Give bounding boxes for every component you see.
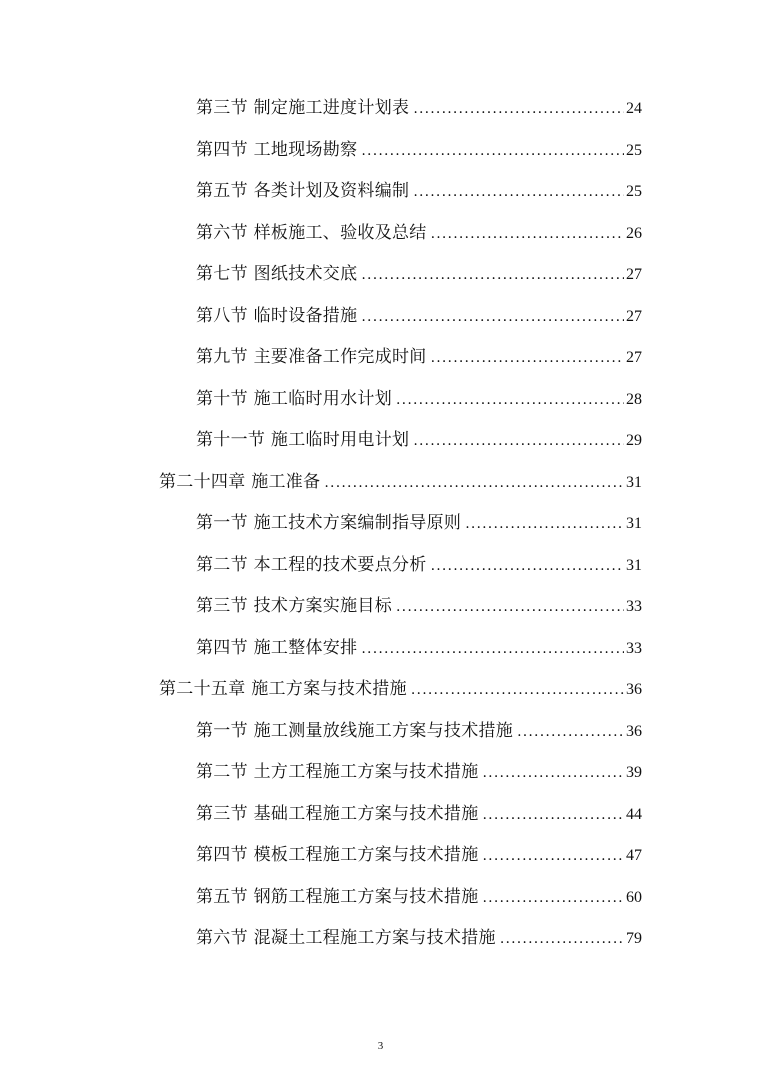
dot-leader (324, 462, 624, 504)
toc-chapter-entry[interactable] (159, 669, 642, 710)
dot-leader (396, 379, 624, 421)
toc-entry[interactable] (196, 752, 642, 793)
toc-entry-title: 第七节 图纸技术交底 (196, 264, 358, 284)
dot-leader (361, 254, 624, 296)
toc-entry-page: 29 (626, 432, 642, 449)
toc-entry-title: 第十节 施工临时用水计划 (196, 388, 393, 409)
toc-entry-page: 60 (626, 888, 642, 906)
toc-entry-title: 第二节 土方工程施工方案与技术措施 (196, 762, 479, 782)
page-number: 3 (377, 1040, 384, 1052)
toc-entry[interactable] (196, 88, 642, 129)
toc-entry-page: 47 (626, 847, 642, 864)
toc-entry-page: 26 (626, 224, 642, 242)
toc-entry[interactable] (196, 379, 642, 420)
dot-leader (413, 88, 624, 130)
toc-entry-page: 24 (626, 100, 642, 117)
toc-entry-page: 31 (626, 473, 642, 491)
toc-entry[interactable] (196, 835, 642, 876)
dot-leader (483, 794, 624, 836)
toc-entry-title: 第六节 混凝土工程施工方案与技术措施 (196, 928, 496, 948)
toc-entry[interactable] (196, 130, 642, 171)
toc-entry[interactable] (196, 296, 642, 337)
toc-entry-page: 25 (626, 183, 642, 200)
dot-leader (483, 835, 624, 877)
toc-entry-page: 39 (626, 764, 642, 781)
toc-entry[interactable] (196, 420, 642, 461)
toc-entry-title: 第四节 模板工程施工方案与技术措施 (196, 845, 479, 865)
dot-leader (465, 503, 624, 545)
toc-entry-page: 28 (626, 390, 642, 408)
toc-entry-title: 第二十四章 施工准备 (159, 471, 321, 492)
toc-entry[interactable] (196, 213, 642, 254)
toc-entry[interactable] (196, 794, 642, 835)
toc-entry-page: 33 (626, 639, 642, 657)
toc-entry-title: 第五节 各类计划及资料编制 (196, 181, 410, 201)
toc-entry-title: 第二节 本工程的技术要点分析 (196, 554, 427, 575)
dot-leader (413, 171, 624, 213)
toc-entry[interactable] (196, 337, 642, 378)
toc-entry-title: 第十一节 施工临时用电计划 (196, 430, 410, 450)
toc-entry[interactable] (196, 877, 642, 918)
toc-entry[interactable] (196, 918, 642, 959)
toc-entry-page: 31 (626, 515, 642, 532)
dot-leader (517, 711, 624, 753)
dot-leader (431, 213, 624, 255)
toc-entry-page: 33 (626, 598, 642, 615)
dot-leader (361, 628, 624, 670)
toc-entry[interactable] (196, 586, 642, 627)
toc-entry-title: 第八节 临时设备措施 (196, 305, 358, 326)
toc-entry-page: 44 (626, 805, 642, 823)
dot-leader (361, 296, 624, 338)
toc-entry-title: 第一节 施工测量放线施工方案与技术措施 (196, 720, 514, 741)
toc-entry[interactable] (196, 171, 642, 212)
toc-entry-title: 第二十五章 施工方案与技术措施 (159, 679, 407, 699)
toc-entry-title: 第四节 施工整体安排 (196, 637, 358, 658)
toc-entry-page: 79 (626, 930, 642, 947)
toc-entry-page: 27 (626, 307, 642, 325)
toc-entry-title: 第三节 制定施工进度计划表 (196, 98, 410, 118)
toc-entry-title: 第五节 钢筋工程施工方案与技术措施 (196, 886, 479, 907)
toc-entry-title: 第四节 工地现场勘察 (196, 139, 358, 160)
dot-leader (413, 420, 624, 462)
toc-entry[interactable] (196, 545, 642, 586)
dot-leader (361, 130, 624, 172)
toc-entry-page: 27 (626, 349, 642, 366)
dot-leader (431, 545, 624, 587)
toc-entry-title: 第六节 样板施工、验收及总结 (196, 222, 427, 243)
dot-leader (500, 918, 624, 960)
toc-entry-page: 36 (626, 681, 642, 698)
toc-chapter-entry[interactable] (159, 462, 642, 503)
toc-entry[interactable] (196, 711, 642, 752)
dot-leader (411, 669, 624, 711)
toc-entry-page: 36 (626, 722, 642, 740)
toc-entry-page: 25 (626, 141, 642, 159)
toc-entry[interactable] (196, 628, 642, 669)
dot-leader (483, 752, 624, 794)
toc-entry-title: 第三节 技术方案实施目标 (196, 596, 393, 616)
toc-entry-title: 第一节 施工技术方案编制指导原则 (196, 513, 462, 533)
toc-entry[interactable] (196, 254, 642, 295)
toc-entry-page: 27 (626, 266, 642, 283)
dot-leader (396, 586, 624, 628)
dot-leader (431, 337, 624, 379)
toc-entry-title: 第九节 主要准备工作完成时间 (196, 347, 427, 367)
toc-entry-page: 31 (626, 556, 642, 574)
toc-entry-title: 第三节 基础工程施工方案与技术措施 (196, 803, 479, 824)
toc-entry[interactable] (196, 503, 642, 544)
dot-leader (483, 877, 624, 919)
